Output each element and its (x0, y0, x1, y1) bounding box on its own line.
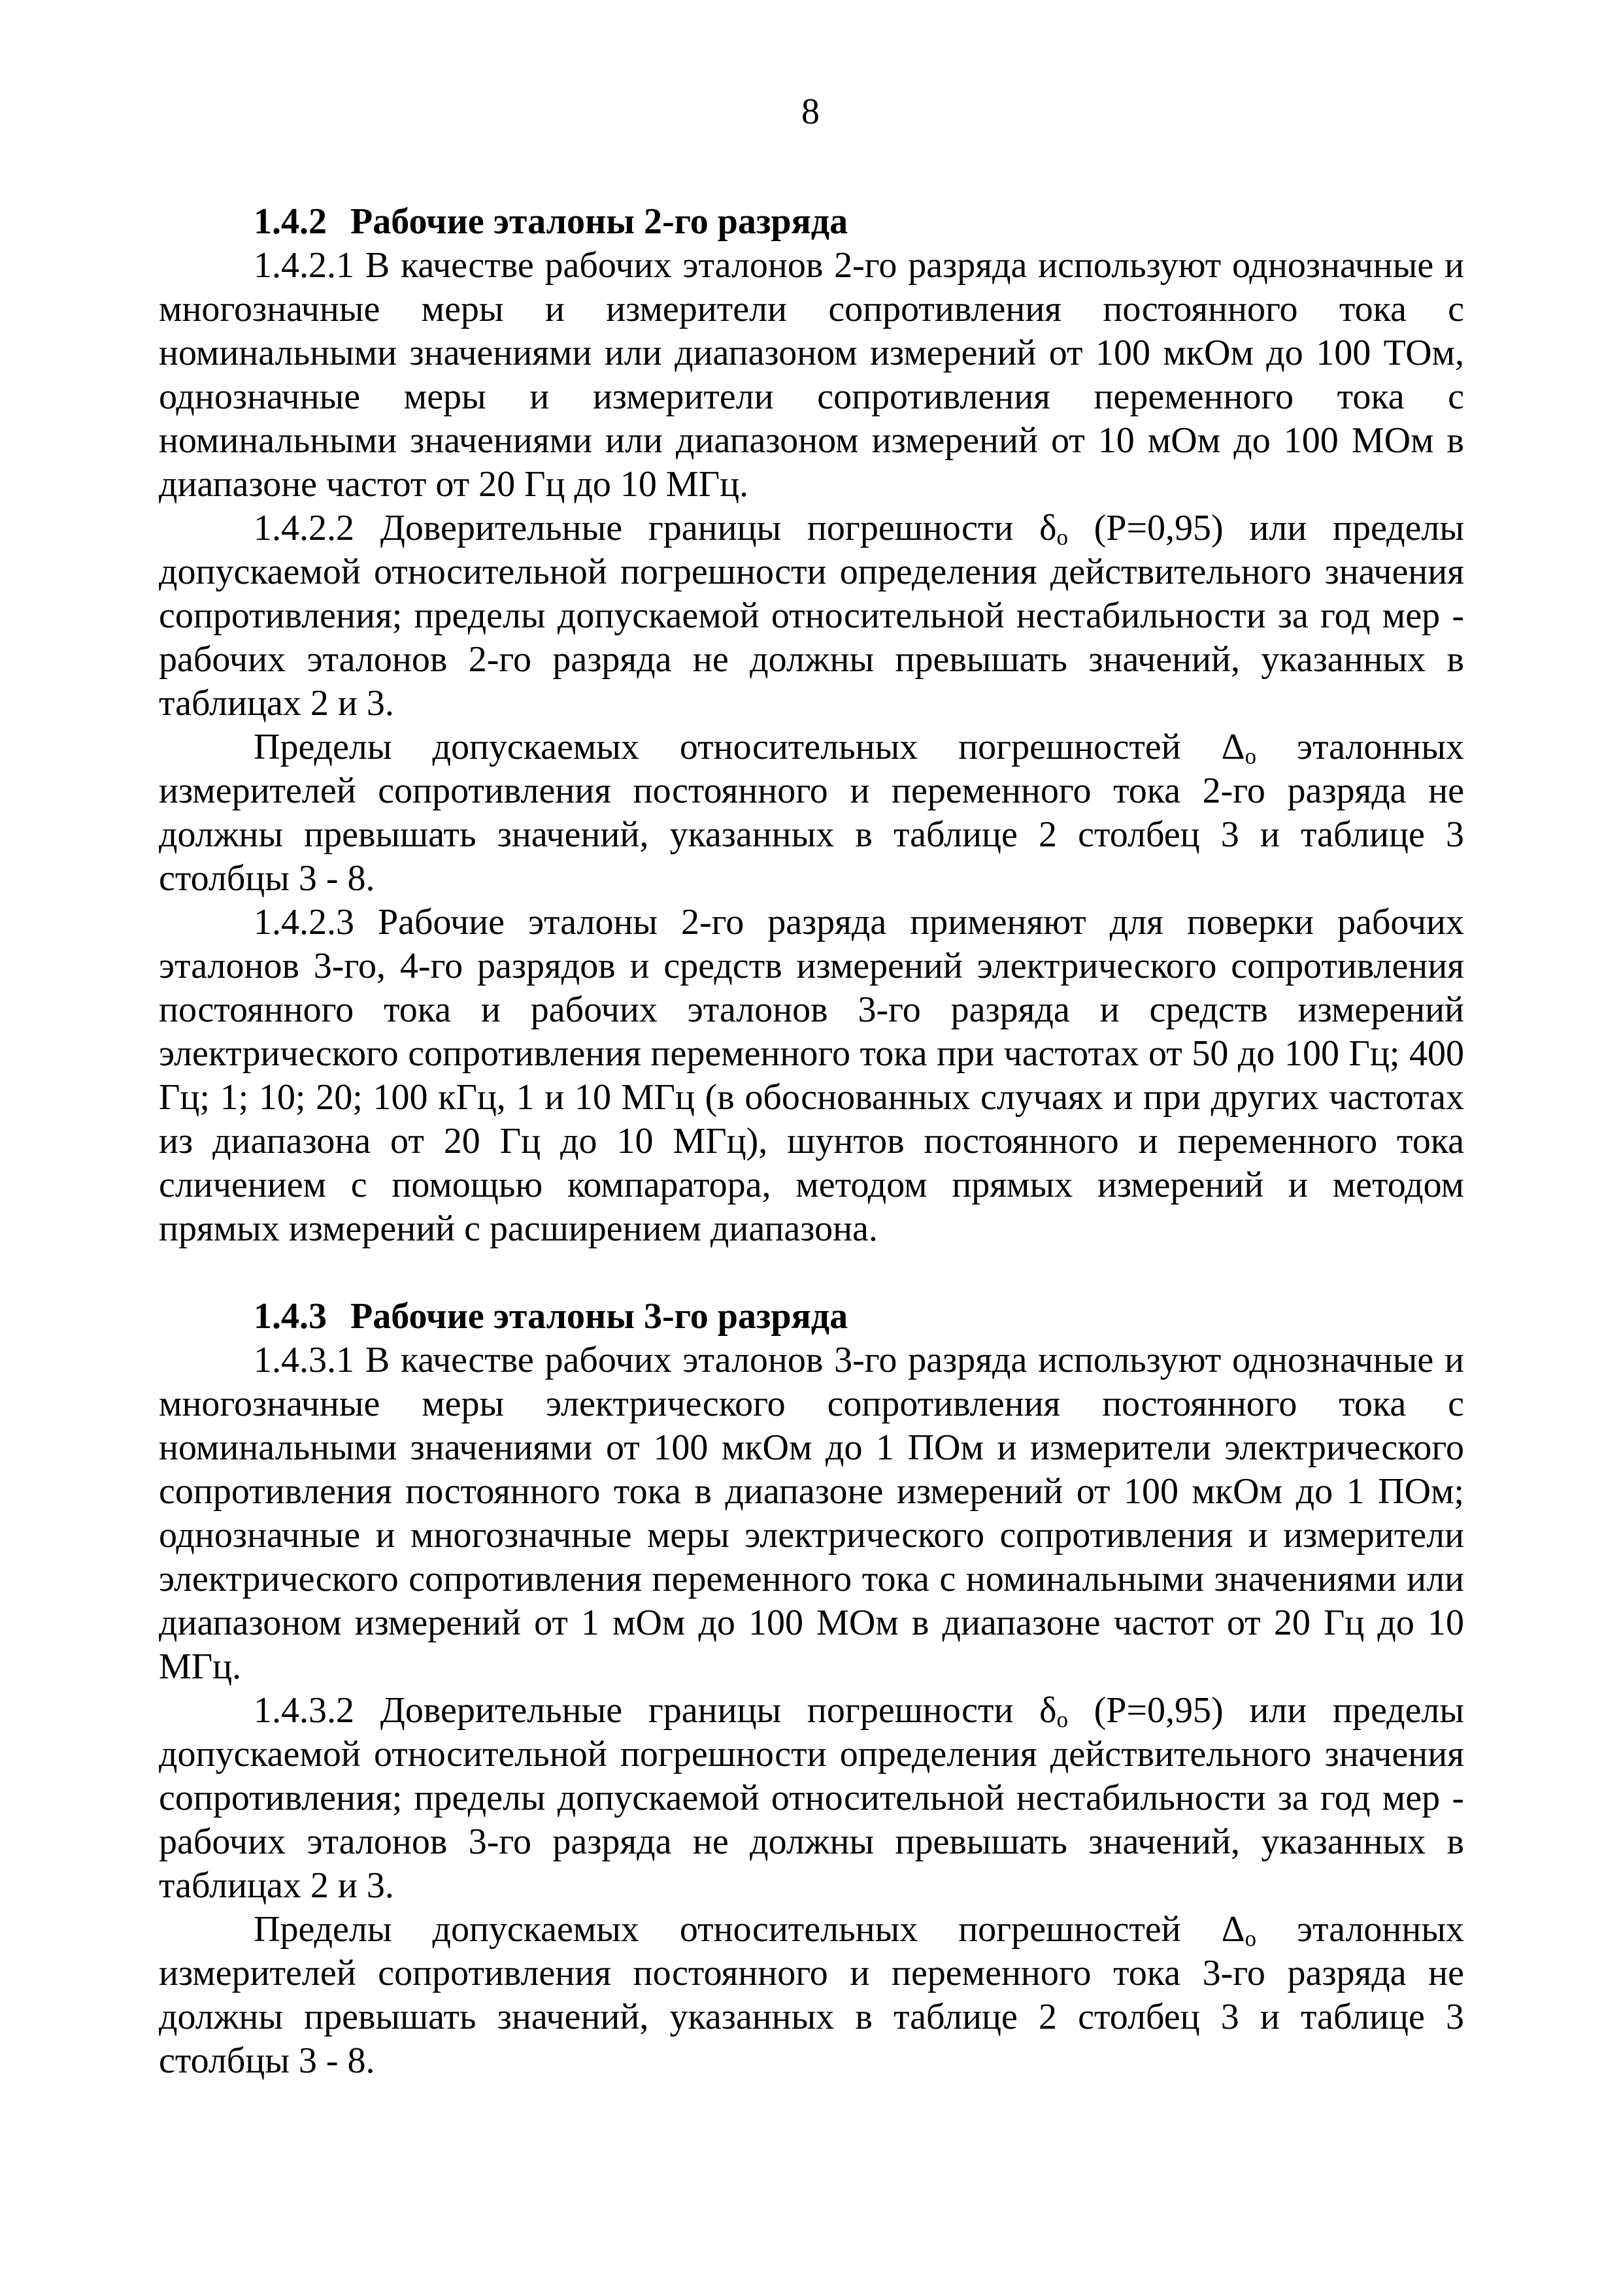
paragraph-1-4-2-1: 1.4.2.1 В качестве рабочих эталонов 2-го разряда используют однозначные и многозначные меры и измерители сопротивления постоянного тока с номинальными значениями или диапазоном измерений от 100 мкОм до 100 ТОм, однозначные меры и измерители сопротивления переменного тока с номинальными значениями или диапазоном измерений от 10 мОм до 100 МОм в диапазоне частот от 20 Гц до 10 МГц. (159, 245, 1464, 505)
paragraph-1-4-2-2: 1.4.2.2 Доверительные границы погрешности $\delta_о$ (Р=0,95) или пределы допускаемой относительной погрешности определения действительного значения сопротивления; пределы допускаемой относительной нестабильности за год мер - рабочих эталонов 2-го разряда не должны превышать значений, указанных в таблицах 2 и 3. (159, 508, 1464, 724)
heading-1-4-2 (159, 200, 1464, 244)
heading-1-4-3 (159, 1295, 1464, 1339)
paragraph-limits-3rd-category: Пределы допускаемых относительных погрешностей $\Delta_о$ эталонных измерителей сопротивления постоянного и переменного тока 3-го разряда не должны превышать значений, указанных в таблице 2 столбец 3 и таблице 3 столбцы 3 - 8. (159, 1909, 1464, 2081)
page-content (159, 200, 1464, 2083)
heading-1-4-2-number: 1.4.2 (254, 201, 327, 242)
paragraph-1-4-3-1: 1.4.3.1 В качестве рабочих эталонов 3-го разряда используют однозначные и многозначные меры электрического сопротивления постоянного тока с номинальными значениями от 100 мкОм до 1 ПОм и измерители электрического сопротивления постоянного тока в диапазоне измерений от 100 мкОм до 1 ПОм; однозначные и многозначные меры электрического сопротивления и измерители электрического сопротивления переменного тока с номинальными значениями или диапазоном измерений от 1 мОм до 100 МОм в диапазоне частот от 20 Гц до 10 МГц. (159, 1340, 1464, 1687)
heading-1-4-2-title: Рабочие эталоны 2-го разряда (350, 201, 848, 242)
page-number: 8 (801, 92, 820, 132)
heading-1-4-3-title: Рабочие эталоны 3-го разряда (350, 1296, 848, 1337)
paragraph-1-4-2-3: 1.4.2.3 Рабочие эталоны 2-го разряда применяют для поверки рабочих эталонов 3-го, 4-го разрядов и средств измерений электрического сопротивления постоянного тока и рабочих эталонов 3-го разряда и средств измерений электрического сопротивления переменного тока при частотах от 50 до 100 Гц; 400 Гц; 1; 10; 20; 100 кГц, 1 и 10 МГц (в обоснованных случаях и при других частотах из диапазона от 20 Гц до 10 МГц), шунтов постоянного и переменного тока сличением с помощью компаратора, методом прямых измерений и методом прямых измерений с расширением диапазона. (159, 902, 1464, 1249)
heading-1-4-3-number: 1.4.3 (254, 1296, 327, 1337)
paragraph-1-4-3-2: 1.4.3.2 Доверительные границы погрешности $\delta_о$ (Р=0,95) или пределы допускаемой относительной погрешности определения действительного значения сопротивления; пределы допускаемой относительной нестабильности за год мер - рабочих эталонов 3-го разряда не должны превышать значений, указанных в таблицах 2 и 3. (159, 1690, 1464, 1906)
paragraph-limits-2nd-category: Пределы допускаемых относительных погрешностей $\Delta_о$ эталонных измерителей сопротивления постоянного и переменного тока 2-го разряда не должны превышать значений, указанных в таблице 2 столбец 3 и таблице 3 столбцы 3 - 8. (159, 727, 1464, 899)
